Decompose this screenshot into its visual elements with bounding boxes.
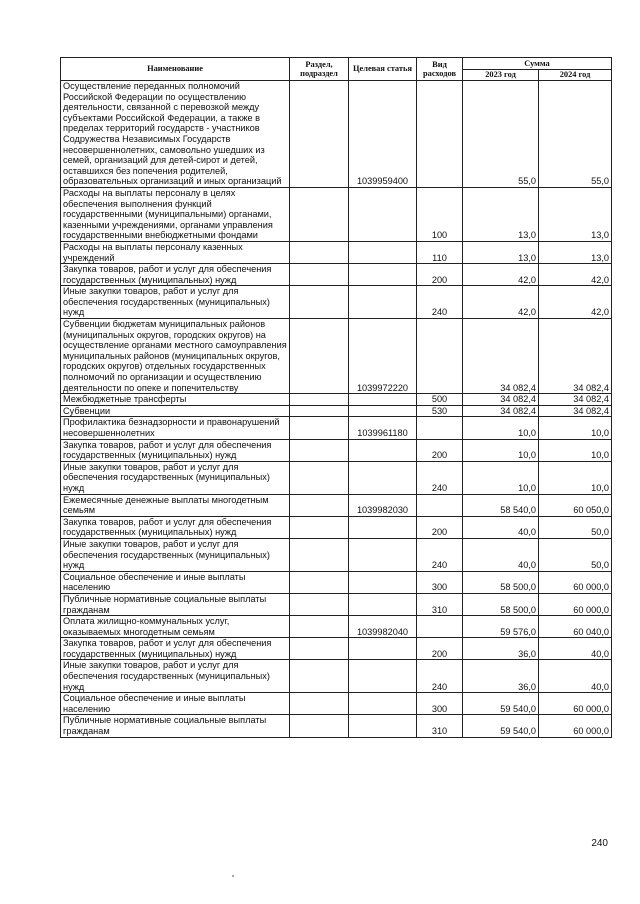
cell-target-article: 1039972220 [349,319,417,394]
cell-target-article [349,715,417,737]
cell-name: Расходы на выплаты персоналу в целях обеспечения выполнения функций государственными (муниципальными) органами, казенными учреждениями, органами управления государственными внебюджетными фондами [61,187,290,241]
cell-expense-type: 100 [417,187,463,241]
header-expense-type: Вид расходов [417,58,463,81]
cell-expense-type: 200 [417,638,463,660]
cell-section [290,81,349,188]
cell-target-article: 1039982040 [349,616,417,638]
cell-target-article [349,405,417,417]
cell-sum-2023: 34 082,4 [463,319,539,394]
cell-target-article [349,439,417,461]
cell-sum-2024: 40,0 [539,660,612,693]
cell-sum-2024: 50,0 [539,516,612,538]
cell-sum-2024: 60 000,0 [539,715,612,737]
cell-name: Публичные нормативные социальные выплаты гражданам [61,715,290,737]
cell-sum-2024: 42,0 [539,264,612,286]
scan-speck [232,875,234,877]
cell-sum-2024: 34 082,4 [539,319,612,394]
cell-name: Закупка товаров, работ и услуг для обеспечения государственных (муниципальных) нужд [61,638,290,660]
cell-sum-2023: 13,0 [463,241,539,263]
cell-sum-2023: 59 540,0 [463,715,539,737]
cell-expense-type: 110 [417,241,463,263]
cell-target-article [349,264,417,286]
cell-target-article [349,593,417,615]
cell-name: Закупка товаров, работ и услуг для обеспечения государственных (муниципальных) нужд [61,516,290,538]
table-row [61,638,612,660]
cell-expense-type: 500 [417,394,463,406]
cell-section [290,394,349,406]
cell-sum-2024: 13,0 [539,241,612,263]
cell-sum-2023: 58 500,0 [463,593,539,615]
cell-expense-type [417,417,463,439]
cell-sum-2023: 10,0 [463,439,539,461]
cell-expense-type [417,319,463,394]
cell-sum-2024: 10,0 [539,439,612,461]
cell-sum-2023: 40,0 [463,516,539,538]
header-year-2023: 2023 год [463,69,539,81]
cell-sum-2023: 59 576,0 [463,616,539,638]
cell-sum-2024: 60 000,0 [539,693,612,715]
cell-expense-type: 300 [417,571,463,593]
table-row [61,405,612,417]
cell-sum-2024: 50,0 [539,538,612,571]
cell-expense-type [417,81,463,188]
header-year-2024: 2024 год [539,69,612,81]
table-row [61,593,612,615]
cell-name: Публичные нормативные социальные выплаты гражданам [61,593,290,615]
cell-name: Ежемесячные денежные выплаты многодетным семьям [61,494,290,516]
header-section: Раздел, подраздел [290,58,349,81]
cell-section [290,461,349,494]
table-row [61,616,612,638]
cell-name: Межбюджетные трансферты [61,394,290,406]
cell-section [290,660,349,693]
table-row [61,319,612,394]
table-row [61,571,612,593]
cell-target-article [349,516,417,538]
cell-name: Субвенции бюджетам муниципальных районов (муниципальных округов, городских округов) на осуществление органами местного самоуправления муниципальных районов (муниципальных округов, городских округов) отдельных государственных полномочий по организации и осуществлению деятельности по опеке и попечительству [61,319,290,394]
cell-name: Оплата жилищно-коммунальных услуг, оказываемых многодетным семьям [61,616,290,638]
cell-section [290,571,349,593]
cell-section [290,516,349,538]
cell-sum-2024: 60 050,0 [539,494,612,516]
table-row [61,241,612,263]
cell-target-article [349,461,417,494]
cell-target-article [349,660,417,693]
header-sum: Сумма [463,58,612,70]
cell-sum-2024: 60 040,0 [539,616,612,638]
cell-section [290,187,349,241]
cell-sum-2023: 36,0 [463,660,539,693]
cell-name: Расходы на выплаты персоналу казенных учреждений [61,241,290,263]
cell-section [290,538,349,571]
cell-expense-type: 530 [417,405,463,417]
cell-target-article: 1039959400 [349,81,417,188]
table-row [61,394,612,406]
cell-expense-type: 310 [417,593,463,615]
table-header [61,58,612,81]
cell-expense-type: 240 [417,461,463,494]
cell-expense-type: 200 [417,439,463,461]
cell-section [290,417,349,439]
cell-expense-type: 310 [417,715,463,737]
cell-name: Профилактика безнадзорности и правонарушений несовершеннолетних [61,417,290,439]
table-row [61,417,612,439]
cell-section [290,616,349,638]
cell-sum-2024: 60 000,0 [539,571,612,593]
cell-sum-2023: 58 540,0 [463,494,539,516]
cell-name: Закупка товаров, работ и услуг для обеспечения государственных (муниципальных) нужд [61,439,290,461]
table-row [61,461,612,494]
cell-sum-2024: 55,0 [539,81,612,188]
cell-sum-2023: 13,0 [463,187,539,241]
cell-target-article: 1039982030 [349,494,417,516]
cell-sum-2024: 13,0 [539,187,612,241]
cell-sum-2024: 42,0 [539,286,612,319]
table-row [61,516,612,538]
cell-sum-2023: 10,0 [463,461,539,494]
cell-section [290,638,349,660]
cell-expense-type [417,616,463,638]
cell-sum-2023: 42,0 [463,286,539,319]
cell-section [290,241,349,263]
cell-section [290,405,349,417]
table-row [61,715,612,737]
table-row [61,439,612,461]
table-row [61,693,612,715]
table-row [61,660,612,693]
cell-section [290,264,349,286]
header-name: Наименование [61,58,290,81]
cell-sum-2023: 36,0 [463,638,539,660]
cell-expense-type [417,494,463,516]
cell-target-article [349,693,417,715]
cell-sum-2023: 58 500,0 [463,571,539,593]
cell-section [290,319,349,394]
table-row [61,81,612,188]
cell-target-article [349,394,417,406]
cell-expense-type: 240 [417,538,463,571]
cell-target-article: 1039961180 [349,417,417,439]
cell-sum-2024: 60 000,0 [539,593,612,615]
cell-name: Осуществление переданных полномочий Российской Федерации по осуществлению деятельности, связанной с перевозкой между субъектами Российской Федерации, а также в пределах территорий государств - участников Содружества Независимых Государств несовершеннолетних, самовольно ушедших из семей, организаций для детей-сирот и детей, оставшихся без попечения родителей, образовательных организаций и иных организаций [61,81,290,188]
page-number: 240 [591,838,608,849]
cell-sum-2024: 10,0 [539,461,612,494]
cell-sum-2024: 10,0 [539,417,612,439]
cell-expense-type: 300 [417,693,463,715]
cell-sum-2023: 55,0 [463,81,539,188]
header-target: Целевая статья [349,58,417,81]
cell-name: Субвенции [61,405,290,417]
cell-name: Социальное обеспечение и иные выплаты населению [61,693,290,715]
cell-sum-2023: 42,0 [463,264,539,286]
cell-section [290,286,349,319]
cell-sum-2023: 10,0 [463,417,539,439]
cell-target-article [349,286,417,319]
cell-target-article [349,638,417,660]
cell-name: Иные закупки товаров, работ и услуг для обеспечения государственных (муниципальных) нужд [61,461,290,494]
cell-name: Социальное обеспечение и иные выплаты населению [61,571,290,593]
budget-table [60,57,612,738]
cell-sum-2023: 59 540,0 [463,693,539,715]
cell-target-article [349,571,417,593]
cell-sum-2024: 34 082,4 [539,405,612,417]
cell-expense-type: 240 [417,286,463,319]
cell-section [290,593,349,615]
cell-expense-type: 200 [417,264,463,286]
cell-section [290,693,349,715]
cell-name: Иные закупки товаров, работ и услуг для обеспечения государственных (муниципальных) нужд [61,660,290,693]
cell-name: Иные закупки товаров, работ и услуг для обеспечения государственных (муниципальных) нужд [61,286,290,319]
cell-sum-2023: 34 082,4 [463,405,539,417]
cell-target-article [349,241,417,263]
table-row [61,264,612,286]
cell-sum-2023: 40,0 [463,538,539,571]
cell-section [290,494,349,516]
table-row [61,187,612,241]
cell-name: Закупка товаров, работ и услуг для обеспечения государственных (муниципальных) нужд [61,264,290,286]
cell-section [290,439,349,461]
table-row [61,494,612,516]
table-body [61,81,612,738]
cell-expense-type: 240 [417,660,463,693]
cell-expense-type: 200 [417,516,463,538]
cell-section [290,715,349,737]
cell-sum-2023: 34 082,4 [463,394,539,406]
cell-sum-2024: 40,0 [539,638,612,660]
cell-sum-2024: 34 082,4 [539,394,612,406]
table-row [61,286,612,319]
cell-target-article [349,187,417,241]
table-row [61,538,612,571]
cell-target-article [349,538,417,571]
cell-name: Иные закупки товаров, работ и услуг для обеспечения государственных (муниципальных) нужд [61,538,290,571]
